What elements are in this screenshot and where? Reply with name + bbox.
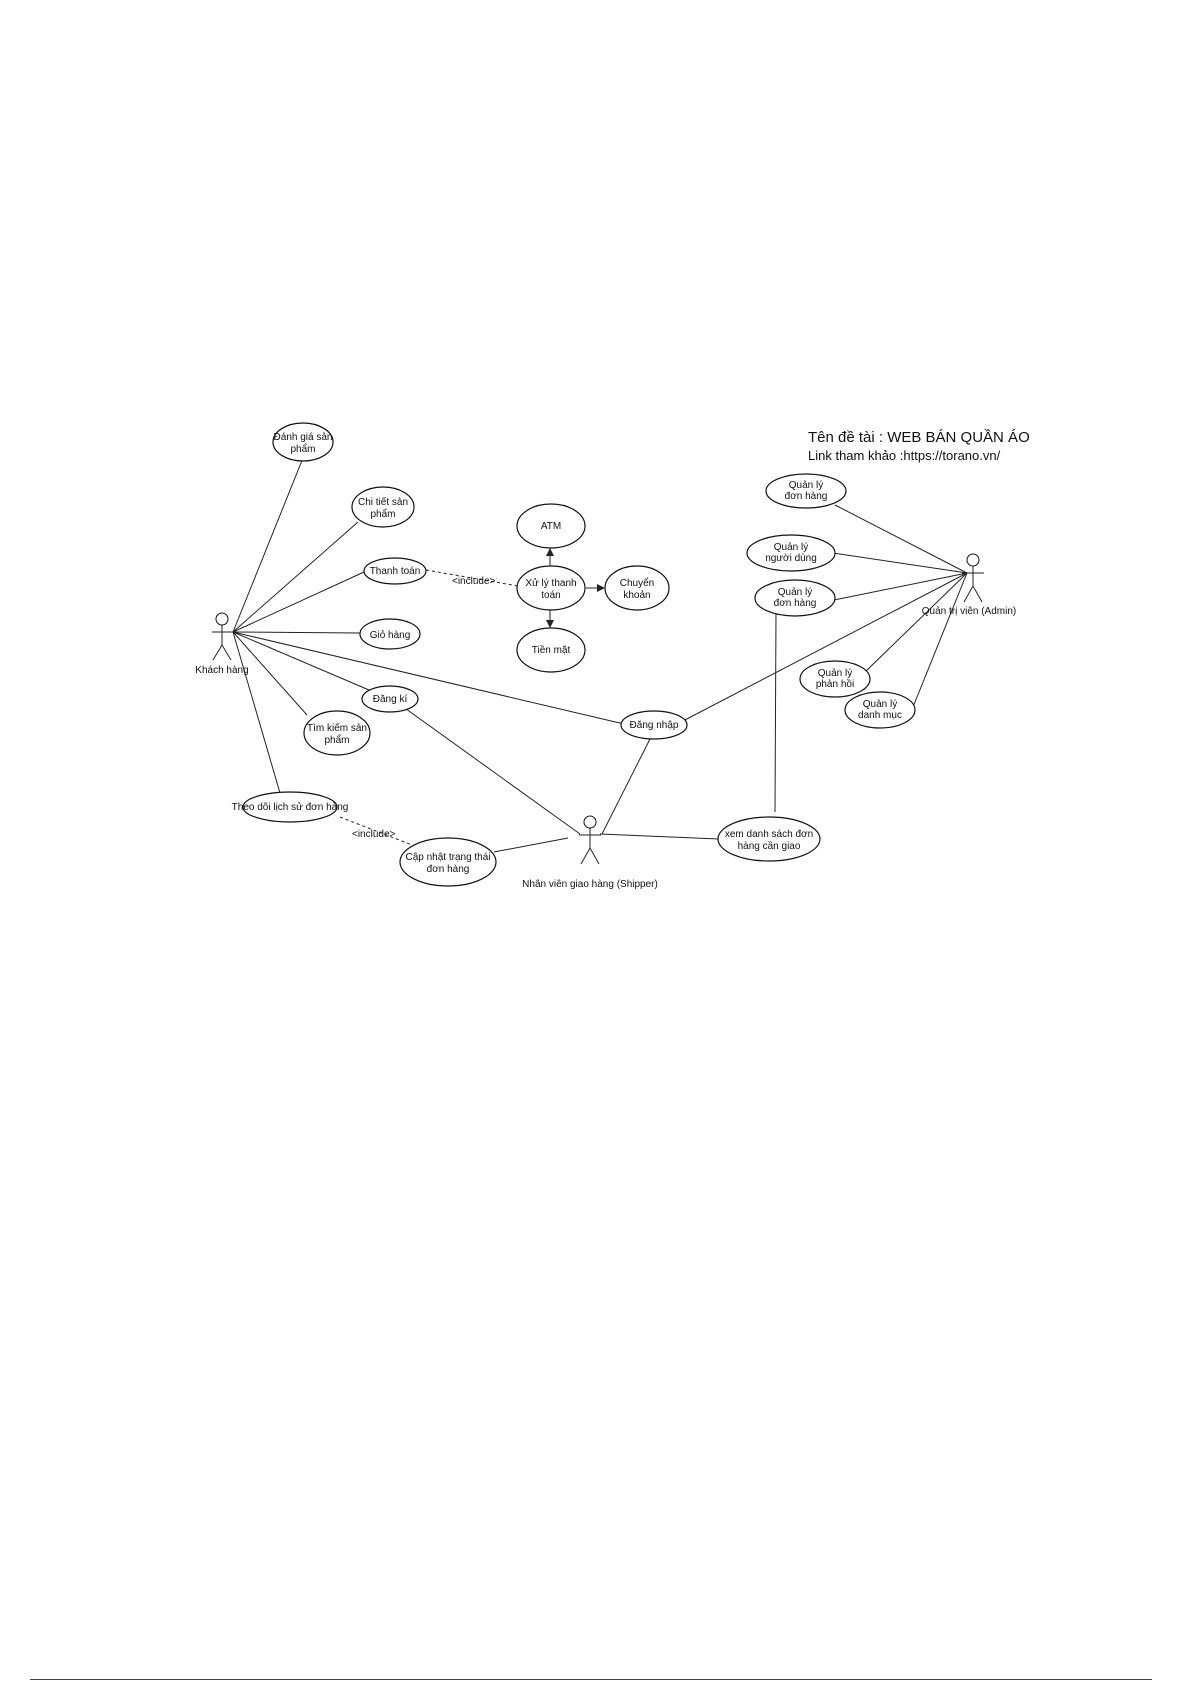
svg-text:phẩm: phẩm	[324, 735, 350, 746]
svg-text:Theo dõi lịch sử đơn hàng: Theo dõi lịch sử đơn hàng	[231, 802, 349, 813]
svg-text:phản hồi: phản hồi	[815, 679, 855, 690]
svg-text:toán: toán	[541, 590, 561, 601]
actor-admin-label: Quản trị viên (Admin)	[921, 606, 1017, 617]
include-label-tracking: <include>	[352, 829, 396, 840]
use-case-tim-kiem[interactable]	[304, 711, 370, 755]
use-case-thanh-toan[interactable]	[364, 558, 426, 584]
svg-text:Đăng nhập: Đăng nhập	[629, 720, 679, 731]
svg-text:khoản: khoản	[623, 590, 651, 601]
actor-shipper-label: Nhân viên giao hàng (Shipper)	[522, 879, 658, 890]
use-case-chi-tiet[interactable]	[352, 487, 414, 527]
use-case-gio-hang[interactable]	[360, 619, 420, 649]
use-case-xu-ly[interactable]	[517, 566, 585, 610]
svg-text:Quản lý: Quản lý	[773, 542, 809, 553]
svg-text:xem danh sách đơn: xem danh sách đơn	[724, 829, 814, 840]
include-label-payment: <include>	[452, 576, 496, 587]
svg-text:đơn hàng: đơn hàng	[773, 598, 817, 609]
actor-shipper-icon[interactable]	[579, 816, 601, 864]
use-case-atm[interactable]	[517, 504, 585, 548]
svg-text:Xử lý thanh: Xử lý thanh	[525, 578, 577, 589]
use-case-ql-danh-muc[interactable]	[845, 692, 915, 728]
svg-text:người dùng: người dùng	[765, 553, 817, 564]
svg-text:hàng cần giao: hàng cần giao	[737, 841, 801, 852]
svg-text:Chi tiết sản: Chi tiết sản	[357, 497, 409, 508]
svg-text:Quản lý: Quản lý	[862, 699, 898, 710]
svg-text:đơn hàng: đơn hàng	[426, 864, 470, 875]
svg-text:phẩm: phẩm	[290, 444, 316, 455]
use-case-danh-gia[interactable]	[273, 423, 333, 461]
svg-text:đơn hàng: đơn hàng	[784, 491, 828, 502]
use-case-tien-mat[interactable]	[517, 628, 585, 672]
page-bottom-rule	[30, 1679, 1152, 1680]
svg-text:Đăng kí: Đăng kí	[372, 694, 408, 705]
reference-link: Link tham khảo :https://torano.vn/	[808, 448, 1001, 463]
svg-text:Chuyển: Chuyển	[619, 578, 655, 589]
svg-text:Tìm kiếm sản: Tìm kiếm sản	[306, 723, 368, 734]
svg-text:Quản lý: Quản lý	[788, 480, 824, 491]
svg-text:phẩm: phẩm	[370, 509, 396, 520]
actor-customer-label: Khách hàng	[195, 665, 249, 676]
use-case-xem-ds[interactable]	[718, 817, 820, 861]
use-case-dang-nhap[interactable]	[621, 711, 687, 739]
use-case-ql-don-hang-2[interactable]	[755, 580, 835, 616]
svg-text:danh mục: danh mục	[858, 710, 902, 721]
use-case-cap-nhat[interactable]	[400, 838, 496, 886]
use-case-ql-don-hang-1[interactable]	[766, 474, 846, 508]
use-case-dang-ki[interactable]	[362, 686, 418, 712]
use-case-chuyen-khoan[interactable]	[605, 566, 669, 610]
use-case-theo-doi[interactable]	[232, 792, 349, 822]
svg-text:Giỏ hàng: Giỏ hàng	[369, 630, 411, 641]
svg-text:ATM: ATM	[540, 521, 562, 532]
use-case-ql-nguoi-dung[interactable]	[747, 535, 835, 571]
svg-text:Đánh giá sản: Đánh giá sản	[273, 432, 333, 443]
svg-text:Quản lý: Quản lý	[817, 668, 853, 679]
use-case-ql-phan-hoi[interactable]	[800, 661, 870, 697]
svg-text:Quản lý: Quản lý	[777, 587, 813, 598]
svg-text:Tiền mặt: Tiền mặt	[531, 645, 571, 656]
actor-customer-icon[interactable]	[212, 613, 233, 660]
svg-text:Cập nhật trạng thái: Cập nhật trạng thái	[405, 852, 491, 863]
svg-text:Thanh toán: Thanh toán	[369, 566, 421, 577]
diagram-title: Tên đề tài : WEB BÁN QUẦN ÁO	[808, 429, 1030, 446]
